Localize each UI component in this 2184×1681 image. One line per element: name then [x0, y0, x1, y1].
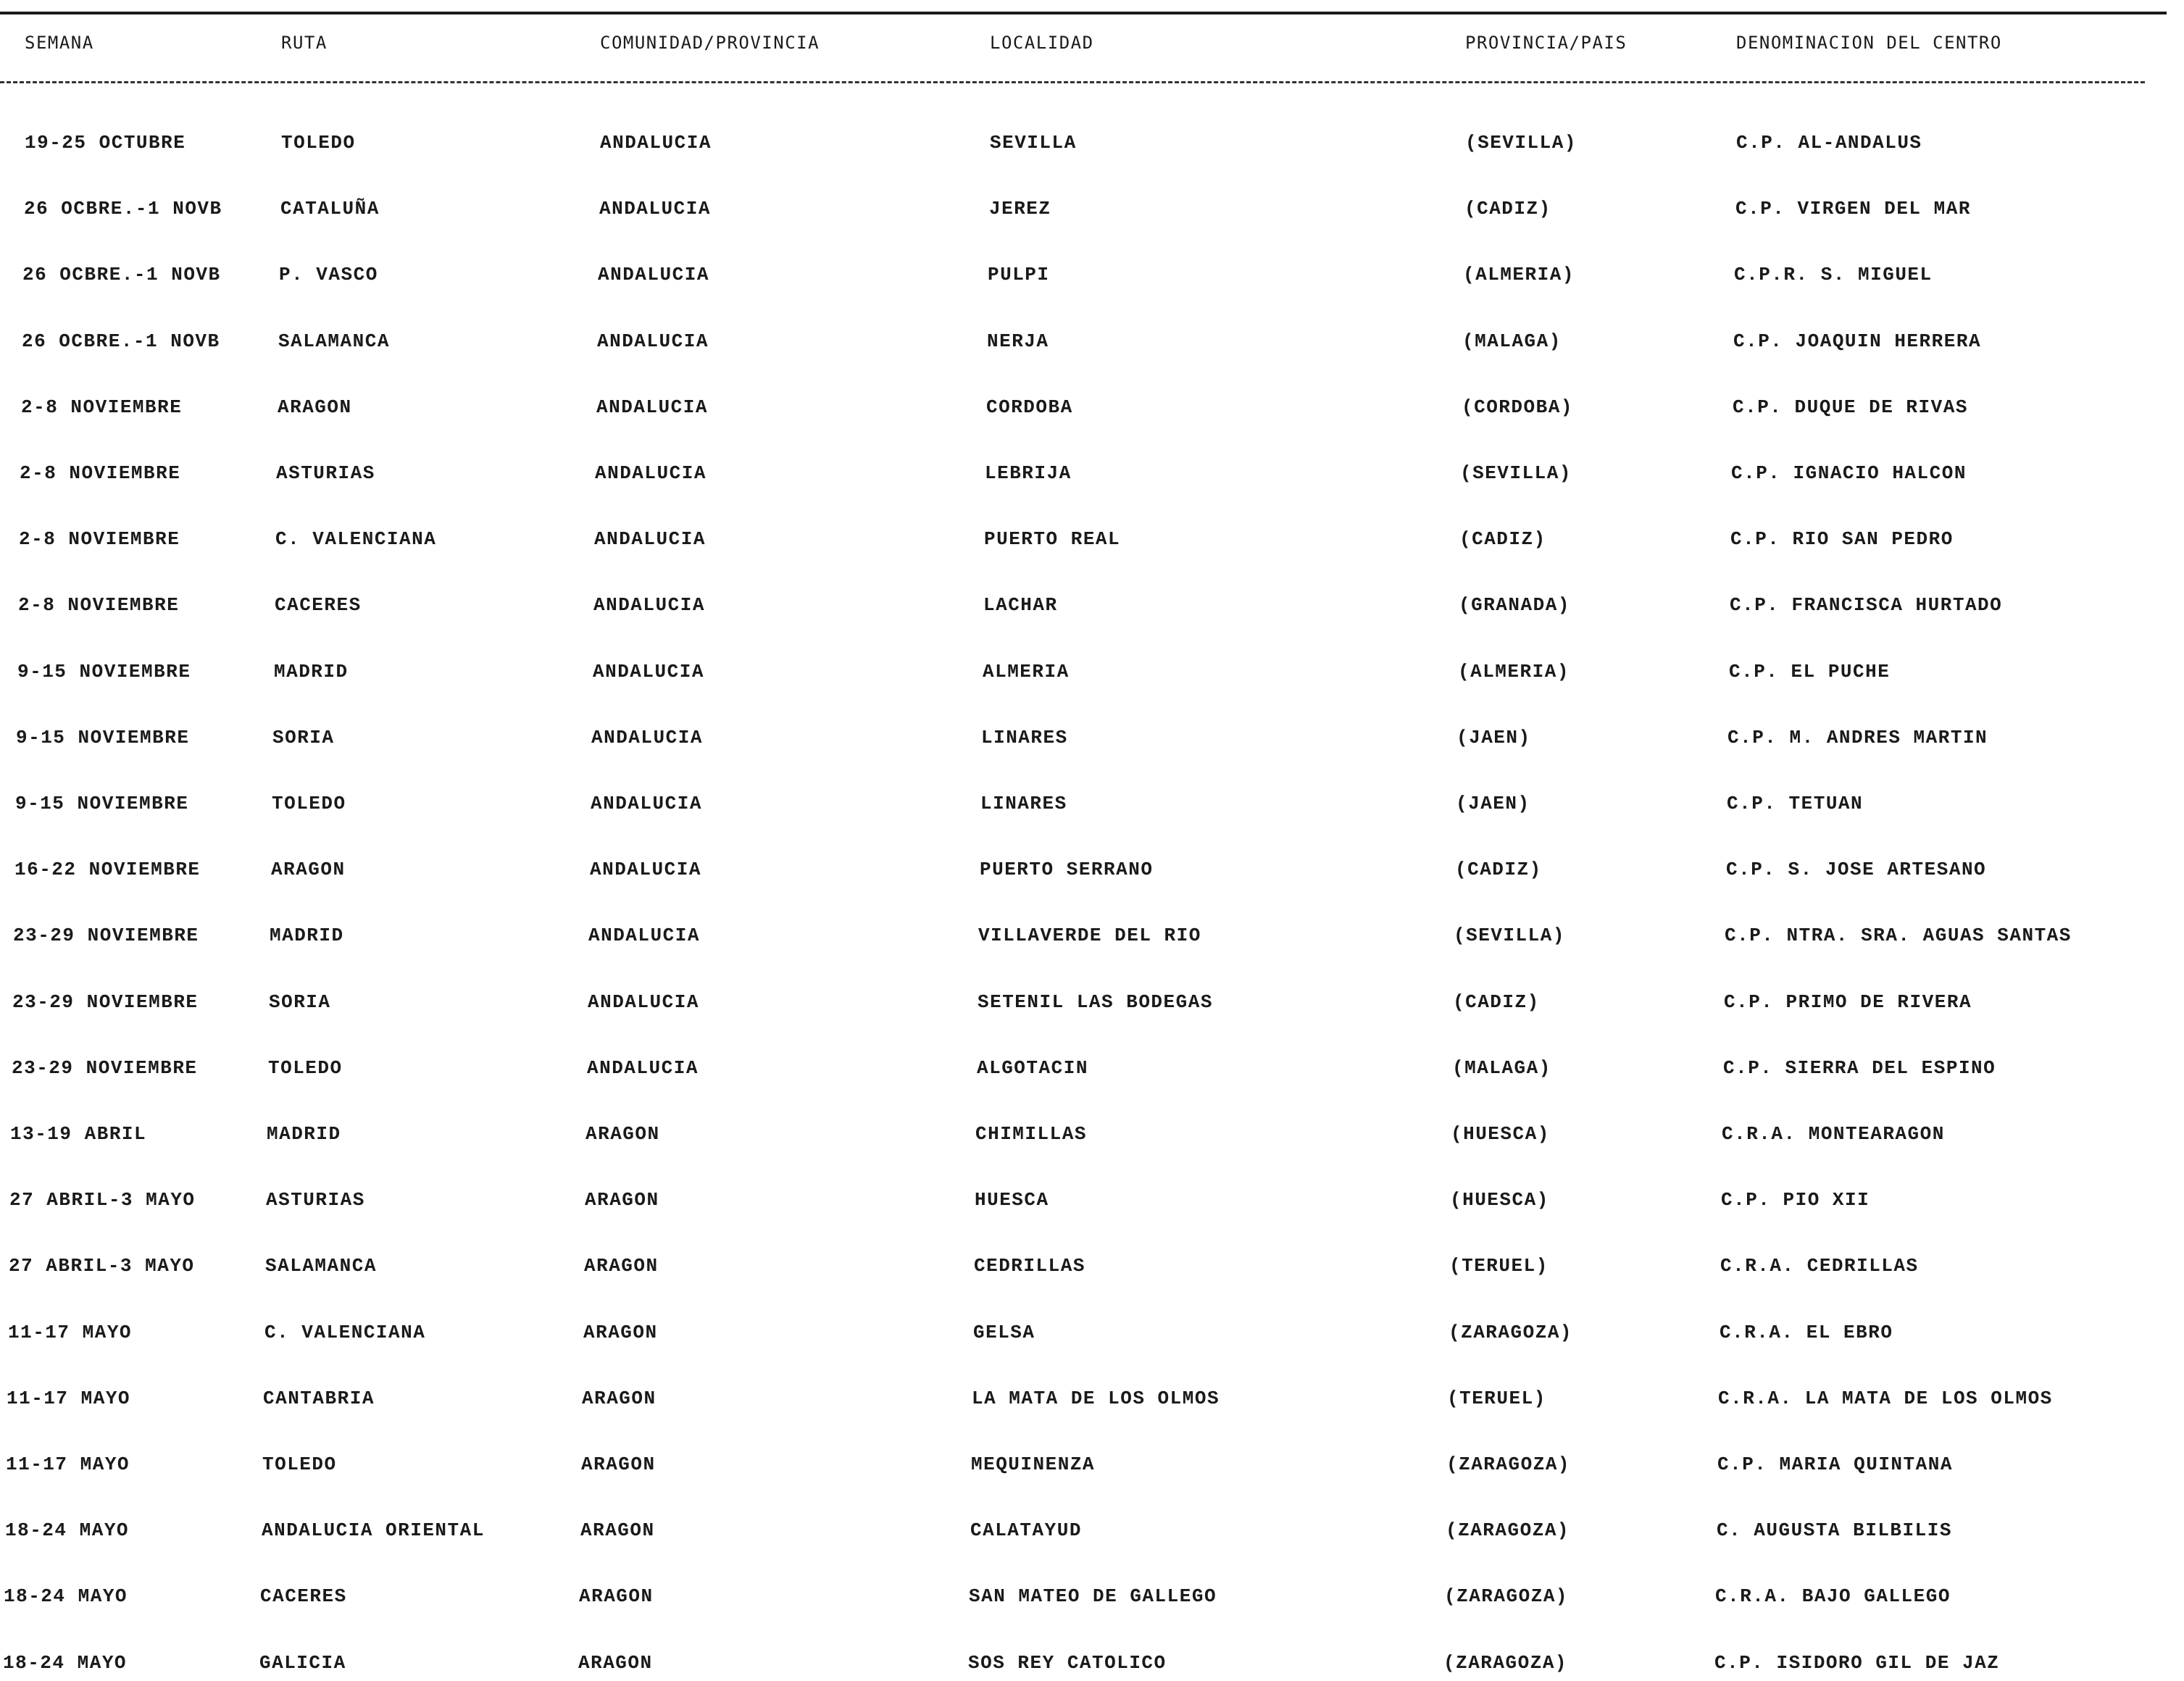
cell-semana: 11-17 MAYO [6, 1453, 130, 1475]
table-row [0, 1453, 2184, 1482]
cell-provincia: (ALMERIA) [1458, 661, 1570, 683]
cell-ruta: ASTURIAS [266, 1189, 365, 1211]
cell-centro: C. AUGUSTA BILBILIS [1717, 1519, 1952, 1541]
cell-semana: 9-15 NOVIEMBRE [17, 661, 191, 683]
top-rule [0, 12, 2167, 14]
cell-localidad: JEREZ [989, 198, 1051, 220]
cell-provincia: (SEVILLA) [1460, 462, 1572, 484]
cell-comunidad: ANDALUCIA [591, 727, 703, 748]
cell-provincia: (TERUEL) [1449, 1255, 1549, 1277]
cell-provincia: (MALAGA) [1462, 330, 1562, 352]
cell-ruta: MADRID [270, 925, 344, 946]
cell-centro: C.P. PIO XII [1721, 1189, 1870, 1211]
cell-provincia: (ZARAGOZA) [1444, 1585, 1569, 1607]
cell-localidad: SOS REY CATOLICO [968, 1652, 1167, 1674]
table-row [0, 132, 2184, 161]
cell-semana: 18-24 MAYO [4, 1585, 128, 1607]
cell-semana: 9-15 NOVIEMBRE [16, 727, 190, 748]
table-row [0, 1057, 2184, 1086]
cell-localidad: LINARES [980, 793, 1067, 814]
cell-semana: 26 OCBRE.-1 NOVB [22, 330, 220, 352]
cell-ruta: CATALUÑA [280, 198, 380, 220]
cell-semana: 23-29 NOVIEMBRE [12, 991, 199, 1013]
header-ruta: RUTA [281, 33, 328, 53]
cell-provincia: (ALMERIA) [1463, 264, 1575, 285]
cell-localidad: VILLAVERDE DEL RIO [978, 925, 1201, 946]
cell-centro: C.R.A. BAJO GALLEGO [1715, 1585, 1951, 1607]
cell-localidad: NERJA [987, 330, 1049, 352]
header-localidad: LOCALIDAD [990, 33, 1094, 53]
dashed-separator [0, 81, 2145, 83]
cell-provincia: (CADIZ) [1459, 528, 1546, 550]
cell-centro: C.P.R. S. MIGUEL [1734, 264, 1933, 285]
table-row [0, 1652, 2184, 1681]
cell-provincia: (HUESCA) [1451, 1123, 1550, 1145]
cell-ruta: SORIA [272, 727, 335, 748]
cell-comunidad: ARAGON [581, 1453, 656, 1475]
cell-ruta: GALICIA [259, 1652, 346, 1674]
cell-centro: C.P. DUQUE DE RIVAS [1733, 396, 1968, 418]
cell-provincia: (CADIZ) [1455, 859, 1542, 880]
cell-centro: C.P. PRIMO DE RIVERA [1724, 991, 1972, 1013]
cell-centro: C.P. EL PUCHE [1729, 661, 1891, 683]
cell-centro: C.P. JOAQUIN HERRERA [1733, 330, 1982, 352]
cell-localidad: LACHAR [983, 594, 1058, 616]
cell-centro: C.P. AL-ANDALUS [1736, 132, 1922, 154]
cell-provincia: (ZARAGOZA) [1446, 1453, 1571, 1475]
cell-comunidad: ANDALUCIA [595, 462, 707, 484]
cell-ruta: ARAGON [278, 396, 352, 418]
cell-ruta: TOLEDO [281, 132, 356, 154]
cell-centro: C.P. NTRA. SRA. AGUAS SANTAS [1725, 925, 2072, 946]
cell-comunidad: ANDALUCIA [587, 1057, 699, 1079]
cell-comunidad: ARAGON [578, 1652, 653, 1674]
cell-comunidad: ANDALUCIA [590, 859, 701, 880]
cell-comunidad: ARAGON [579, 1585, 654, 1607]
table-row [0, 1322, 2184, 1351]
cell-semana: 23-29 NOVIEMBRE [13, 925, 199, 946]
cell-provincia: (HUESCA) [1450, 1189, 1549, 1211]
table-row [0, 264, 2184, 293]
cell-provincia: (MALAGA) [1452, 1057, 1551, 1079]
cell-semana: 18-24 MAYO [5, 1519, 130, 1541]
cell-comunidad: ANDALUCIA [594, 528, 706, 550]
cell-localidad: CORDOBA [986, 396, 1073, 418]
cell-centro: C.P. IGNACIO HALCON [1731, 462, 1967, 484]
cell-semana: 27 ABRIL-3 MAYO [9, 1189, 196, 1211]
cell-localidad: PULPI [988, 264, 1050, 285]
cell-comunidad: ANDALUCIA [593, 594, 705, 616]
cell-semana: 19-25 OCTUBRE [25, 132, 186, 154]
cell-centro: C.P. RIO SAN PEDRO [1730, 528, 1954, 550]
cell-semana: 23-29 NOVIEMBRE [12, 1057, 198, 1079]
cell-ruta: ASTURIAS [276, 462, 375, 484]
cell-centro: C.R.A. CEDRILLAS [1720, 1255, 1919, 1277]
cell-provincia: (SEVILLA) [1465, 132, 1577, 154]
cell-ruta: CANTABRIA [263, 1388, 375, 1409]
cell-centro: C.P. TETUAN [1727, 793, 1864, 814]
cell-ruta: MADRID [274, 661, 349, 683]
cell-semana: 26 OCBRE.-1 NOVB [24, 198, 222, 220]
cell-comunidad: ARAGON [585, 1189, 659, 1211]
cell-comunidad: ANDALUCIA [597, 330, 709, 352]
cell-comunidad: ANDALUCIA [588, 991, 699, 1013]
cell-localidad: CALATAYUD [970, 1519, 1082, 1541]
cell-centro: C.P. S. JOSE ARTESANO [1726, 859, 1987, 880]
cell-semana: 13-19 ABRIL [10, 1123, 147, 1145]
header-semana: SEMANA [25, 33, 94, 53]
table-row [0, 594, 2184, 623]
cell-localidad: ALGOTACIN [977, 1057, 1088, 1079]
cell-ruta: ANDALUCIA ORIENTAL [262, 1519, 485, 1541]
cell-ruta: TOLEDO [262, 1453, 337, 1475]
cell-provincia: (ZARAGOZA) [1446, 1519, 1570, 1541]
header-centro: DENOMINACION DEL CENTRO [1736, 33, 2002, 53]
cell-centro: C.P. SIERRA DEL ESPINO [1723, 1057, 1996, 1079]
table-row [0, 396, 2184, 425]
table-row [0, 1123, 2184, 1152]
cell-provincia: (TERUEL) [1447, 1388, 1546, 1409]
cell-ruta: SALAMANCA [278, 330, 390, 352]
cell-ruta: MADRID [267, 1123, 341, 1145]
cell-provincia: (ZARAGOZA) [1443, 1652, 1568, 1674]
cell-centro: C.P. MARIA QUINTANA [1717, 1453, 1953, 1475]
cell-comunidad: ANDALUCIA [591, 793, 702, 814]
cell-centro: C.R.A. LA MATA DE LOS OLMOS [1718, 1388, 2053, 1409]
cell-provincia: (CORDOBA) [1462, 396, 1573, 418]
cell-comunidad: ARAGON [583, 1322, 658, 1343]
cell-provincia: (ZARAGOZA) [1449, 1322, 1573, 1343]
cell-ruta: C. VALENCIANA [264, 1322, 426, 1343]
table-row [0, 793, 2184, 822]
cell-ruta: ARAGON [271, 859, 346, 880]
header-provincia: PROVINCIA/PAIS [1465, 33, 1627, 53]
cell-semana: 11-17 MAYO [7, 1388, 131, 1409]
cell-localidad: HUESCA [975, 1189, 1049, 1211]
table-row [0, 859, 2184, 888]
cell-comunidad: ANDALUCIA [598, 264, 709, 285]
cell-provincia: (SEVILLA) [1454, 925, 1565, 946]
cell-ruta: SALAMANCA [265, 1255, 377, 1277]
cell-centro: C.P. FRANCISCA HURTADO [1730, 594, 2003, 616]
cell-localidad: PUERTO REAL [984, 528, 1121, 550]
cell-comunidad: ANDALUCIA [596, 396, 708, 418]
cell-comunidad: ANDALUCIA [599, 198, 711, 220]
cell-ruta: SORIA [269, 991, 331, 1013]
cell-provincia: (JAEN) [1456, 727, 1531, 748]
cell-comunidad: ARAGON [585, 1123, 660, 1145]
cell-ruta: C. VALENCIANA [275, 528, 437, 550]
cell-centro: C.P. M. ANDRES MARTIN [1727, 727, 1988, 748]
cell-semana: 27 ABRIL-3 MAYO [9, 1255, 195, 1277]
cell-comunidad: ANDALUCIA [593, 661, 704, 683]
cell-semana: 18-24 MAYO [3, 1652, 128, 1674]
table-row [0, 925, 2184, 954]
table-row [0, 1519, 2184, 1548]
table-row [0, 1255, 2184, 1284]
cell-semana: 11-17 MAYO [8, 1322, 133, 1343]
cell-ruta: TOLEDO [272, 793, 346, 814]
table-row [0, 1585, 2184, 1614]
header-comunidad: COMUNIDAD/PROVINCIA [600, 33, 820, 53]
table-row [0, 1189, 2184, 1218]
table-row [0, 330, 2184, 359]
cell-localidad: LEBRIJA [985, 462, 1072, 484]
cell-centro: C.R.A. MONTEARAGON [1722, 1123, 1945, 1145]
cell-provincia: (JAEN) [1456, 793, 1530, 814]
cell-centro: C.P. VIRGEN DEL MAR [1735, 198, 1971, 220]
table-row [0, 991, 2184, 1020]
cell-localidad: LA MATA DE LOS OLMOS [972, 1388, 1220, 1409]
cell-centro: C.R.A. EL EBRO [1720, 1322, 1893, 1343]
cell-semana: 2-8 NOVIEMBRE [20, 462, 181, 484]
cell-localidad: SETENIL LAS BODEGAS [978, 991, 1213, 1013]
cell-ruta: TOLEDO [268, 1057, 343, 1079]
table-row [0, 661, 2184, 690]
cell-localidad: MEQUINENZA [971, 1453, 1096, 1475]
table-row [0, 1388, 2184, 1417]
cell-comunidad: ANDALUCIA [588, 925, 700, 946]
cell-localidad: SAN MATEO DE GALLEGO [969, 1585, 1217, 1607]
cell-ruta: P. VASCO [279, 264, 378, 285]
cell-semana: 16-22 NOVIEMBRE [14, 859, 201, 880]
cell-semana: 2-8 NOVIEMBRE [19, 528, 180, 550]
cell-localidad: LINARES [981, 727, 1068, 748]
cell-provincia: (CADIZ) [1453, 991, 1540, 1013]
cell-localidad: ALMERIA [983, 661, 1070, 683]
table-row [0, 528, 2184, 557]
cell-comunidad: ANDALUCIA [600, 132, 712, 154]
cell-localidad: SEVILLA [990, 132, 1077, 154]
cell-semana: 26 OCBRE.-1 NOVB [22, 264, 221, 285]
cell-comunidad: ARAGON [582, 1388, 657, 1409]
cell-ruta: CACERES [260, 1585, 347, 1607]
cell-localidad: CEDRILLAS [974, 1255, 1085, 1277]
table-row [0, 727, 2184, 756]
cell-localidad: PUERTO SERRANO [980, 859, 1154, 880]
cell-localidad: CHIMILLAS [975, 1123, 1087, 1145]
cell-provincia: (GRANADA) [1459, 594, 1570, 616]
cell-ruta: CACERES [275, 594, 362, 616]
cell-comunidad: ARAGON [584, 1255, 659, 1277]
table-row [0, 198, 2184, 227]
cell-semana: 2-8 NOVIEMBRE [21, 396, 183, 418]
cell-provincia: (CADIZ) [1464, 198, 1551, 220]
table-row [0, 462, 2184, 491]
cell-semana: 2-8 NOVIEMBRE [18, 594, 180, 616]
cell-comunidad: ARAGON [580, 1519, 655, 1541]
cell-semana: 9-15 NOVIEMBRE [15, 793, 189, 814]
cell-centro: C.P. ISIDORO GIL DE JAZ [1714, 1652, 2000, 1674]
cell-localidad: GELSA [973, 1322, 1035, 1343]
